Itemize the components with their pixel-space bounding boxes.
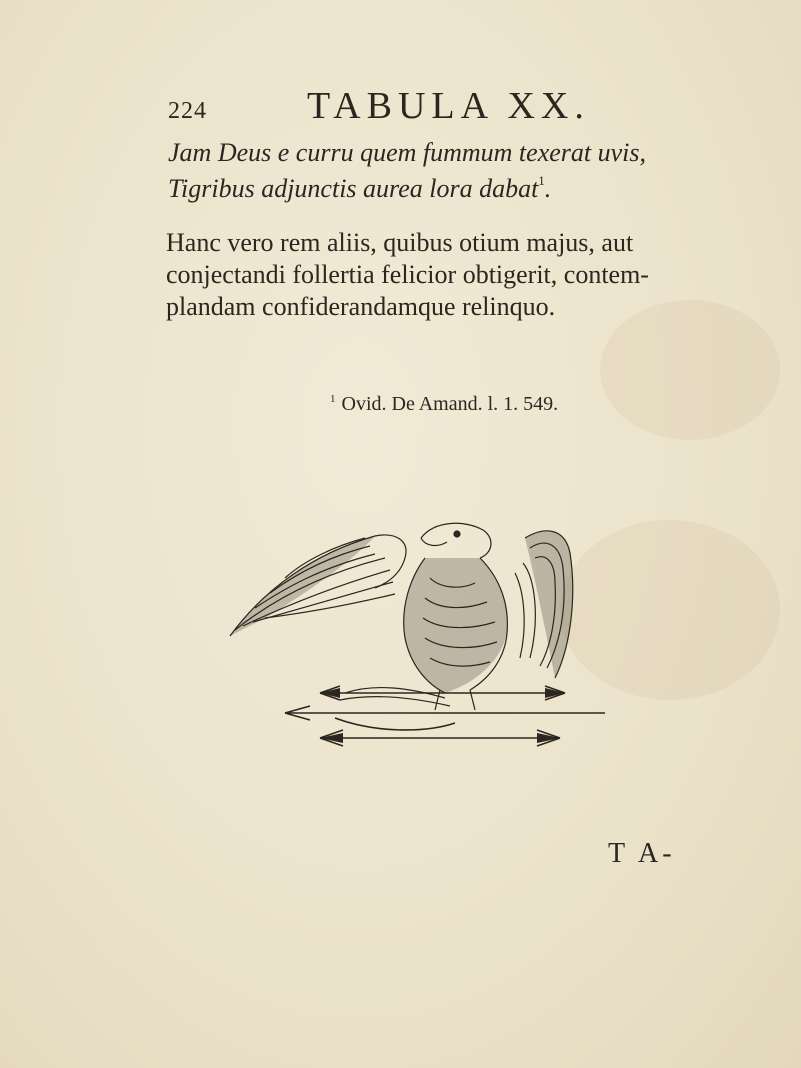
page-number: 224 xyxy=(168,98,207,124)
eagle-vignette-icon xyxy=(225,518,610,750)
footnote-text: Ovid. De Amand. l. 1. 549. xyxy=(341,393,559,415)
footnote xyxy=(330,393,558,416)
prose-line-3: plandam confiderandamque relinquo. xyxy=(166,292,556,321)
verse-line-1: Jam Deus e curru quem fummum texerat uvis, xyxy=(168,138,647,167)
footnote-reference: 1 xyxy=(538,173,545,188)
catchword: T A- xyxy=(608,838,676,869)
verse-line-2-text: Tigribus adjunctis aurea lora dabat xyxy=(168,174,539,203)
running-head: TABULA XX. xyxy=(307,85,590,127)
footnote-mark: 1 xyxy=(330,393,336,405)
verse-line-2 xyxy=(168,173,551,204)
prose-line-2: conjectandi follertia felicior obtigerit, contem- xyxy=(166,260,649,289)
verse-line-2-end: . xyxy=(544,174,552,203)
prose-line-1: Hanc vero rem aliis, quibus otium majus, aut xyxy=(166,228,634,257)
